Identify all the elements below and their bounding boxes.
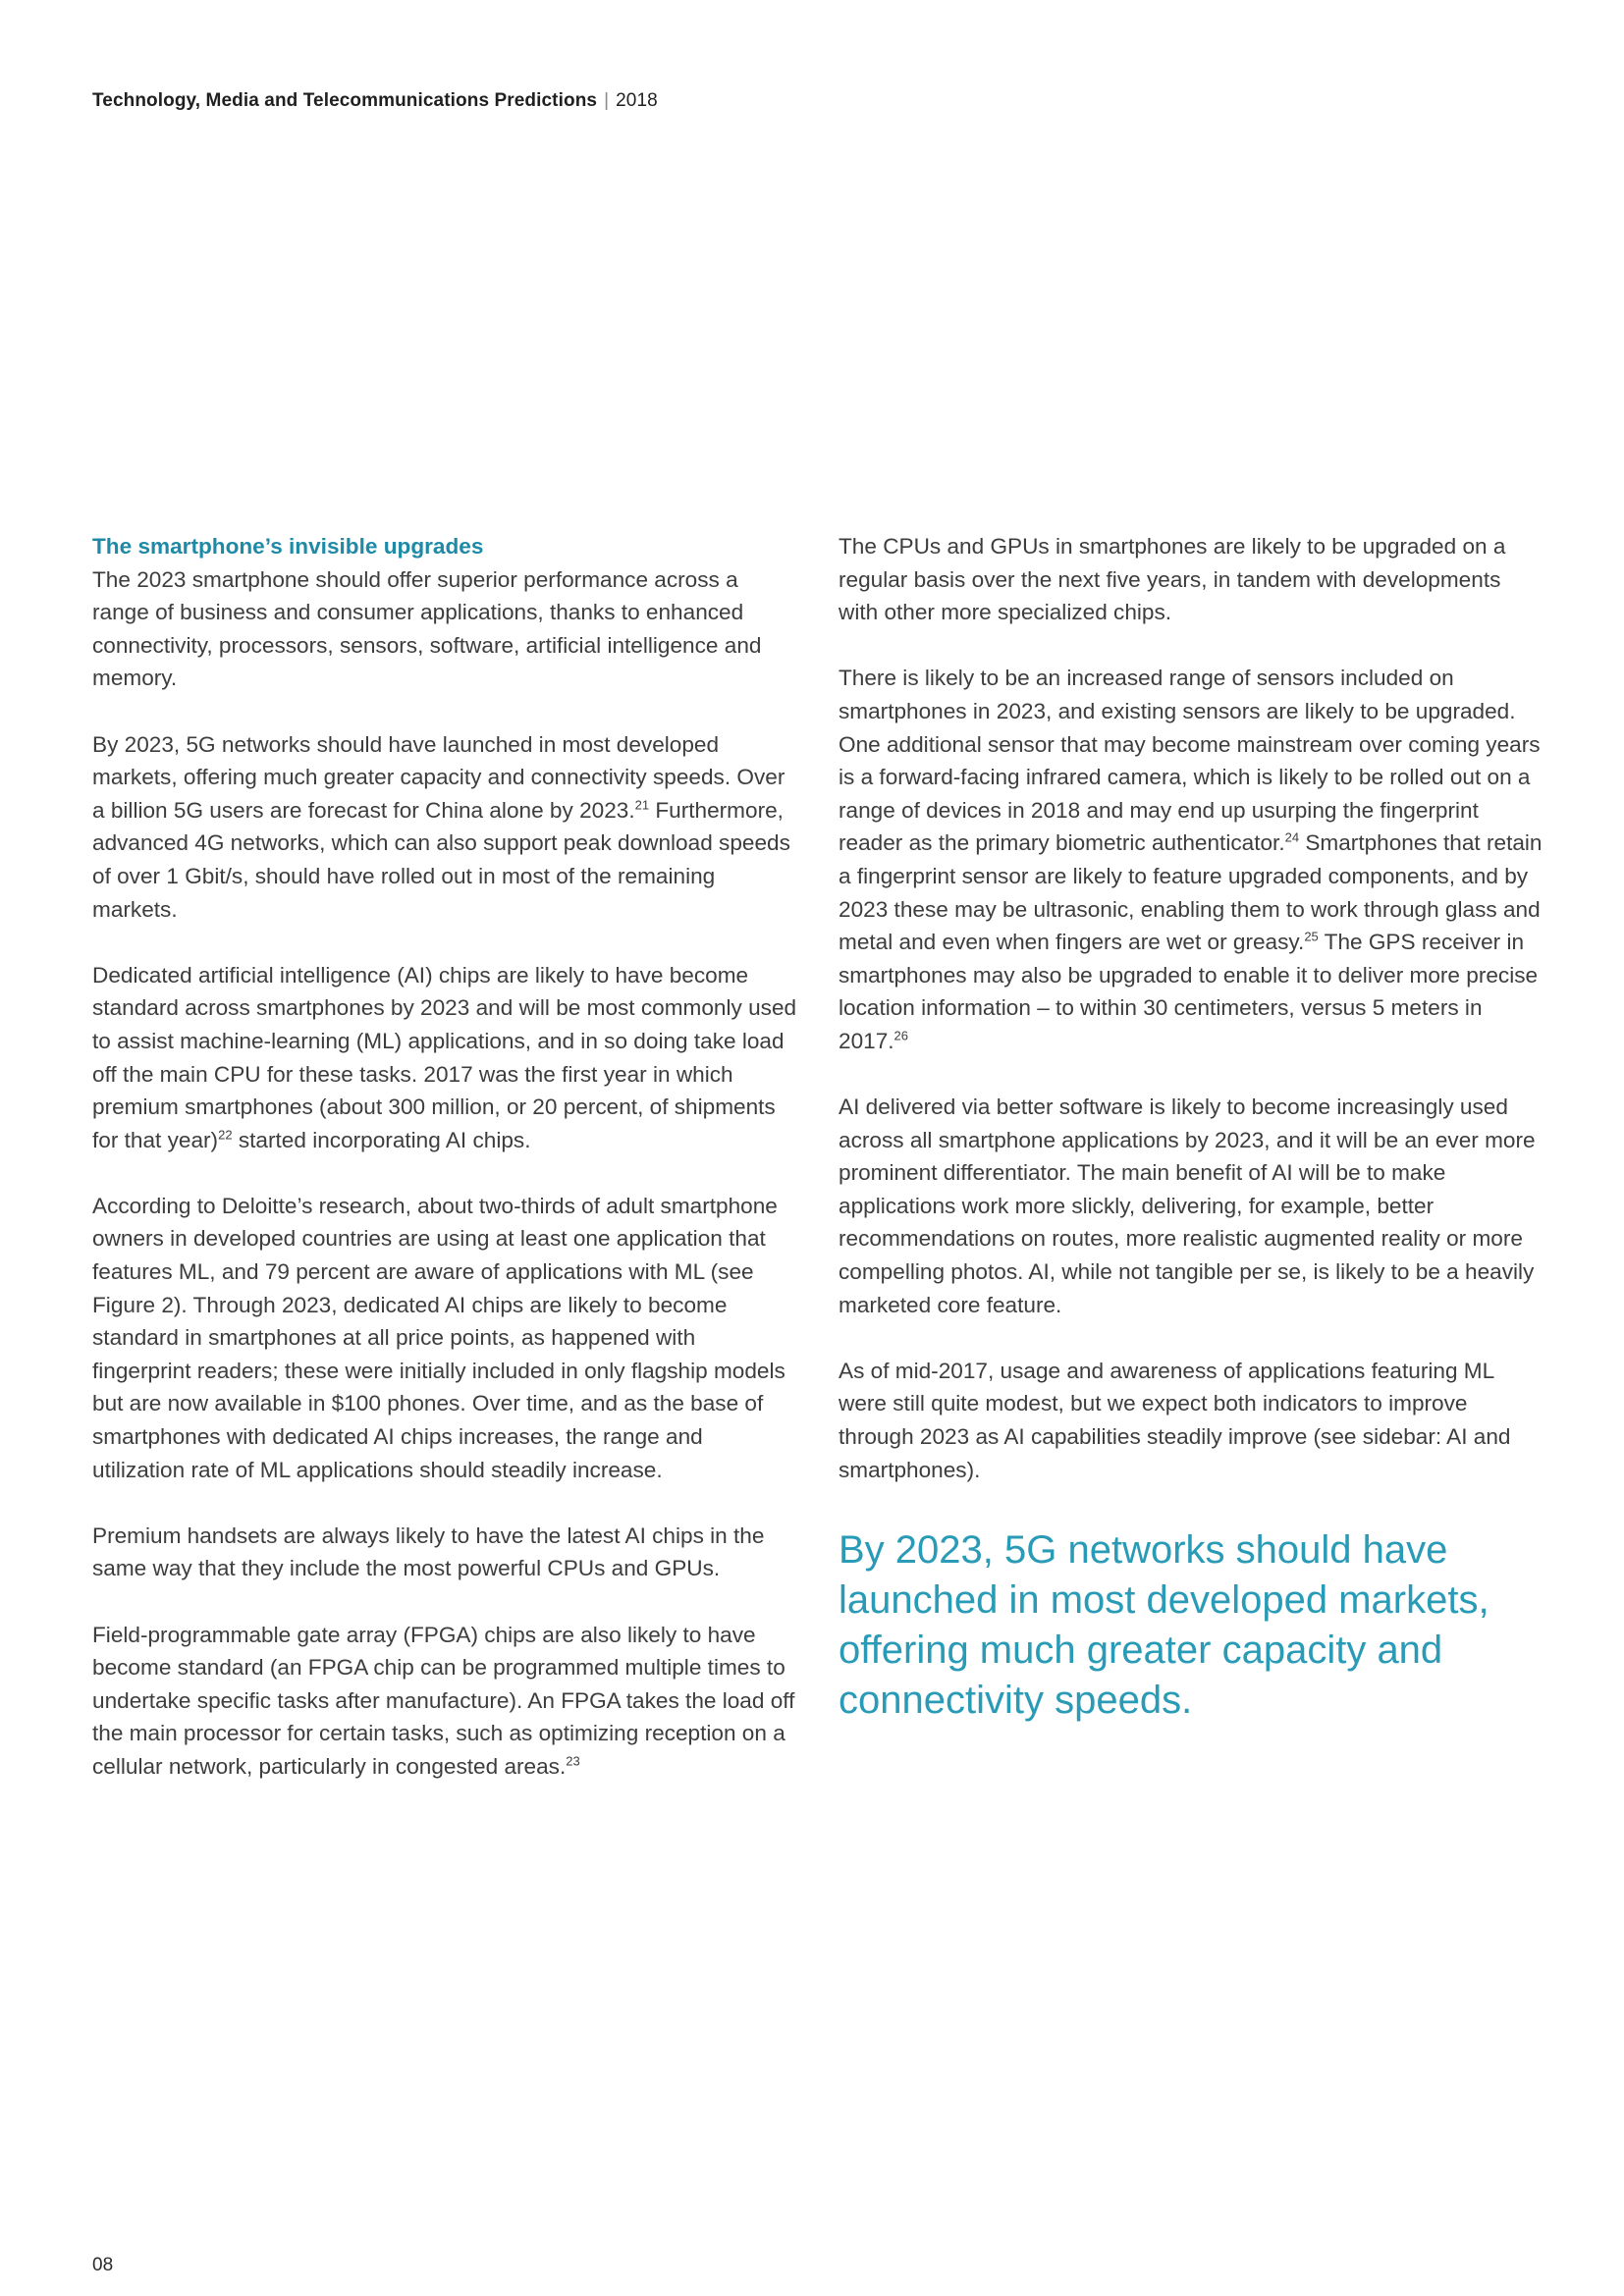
paragraph-deloitte-research: According to Deloitte’s research, about two-thirds of adult smartphone owners in developed countries are using at least one application that features ML, and 79 percent are aware of applications with ML (see Figure 2). Through 2023, dedicated AI chips are likely to become standard in smartphones at all price points, as happened with fingerprint readers; these were initially included in only flagship models but are now available in $100 phones. Over time, and as the base of smartphones with dedicated AI chips increases, the range and utilization rate of ML applications should steadily increase.: [92, 1193, 785, 1482]
paragraph-fpga: Field-programmable gate array (FPGA) chips are also likely to have become standard (an FPGA chip can be programmed multiple times to undertake specific tasks after manufacture). An FPGA takes the load off the main processor for certain tasks, such as optimizing reception on a cellular network, particularly in congested areas.$^{23}$: [92, 1622, 795, 1779]
paragraph-5g: By 2023, 5G networks should have launched in most developed markets, offering much greater capacity and connectivity speeds. Over a billion 5G users are forecast for China alone by 2023.21 Furthermore, advanced 4G networks, which can also support peak download speeds of over 1 Gbit/s, should have rolled out in most of the remaining markets.: [92, 731, 790, 922]
paragraph-ai-chips: Dedicated artificial intelligence (AI) chips are likely to have become standard across smartphones by 2023 and will be most commonly used to assist machine-learning (ML) applications, and in so doing take load off the main CPU for these tasks. 2017 was the first year in which premium smartphones (about 300 million, or 20 percent, of shipments for that year)$^{22}$ started incorporating AI chips.: [92, 962, 797, 1152]
right-column: [839, 530, 1545, 1726]
footnote-ref-26: 26: [893, 1028, 909, 1043]
paragraph-premium-handsets: Premium handsets are always likely to have the latest AI chips in the same way that they include the most powerful CPUs and GPUs.: [92, 1522, 765, 1581]
header-separator: |: [604, 90, 610, 111]
footnote-ref-21: 21: [634, 797, 650, 813]
paragraph-cpus-gpus: The CPUs and GPUs in smartphones are likely to be upgraded on a regular basis over the next five years, in tandem with developments with other more specialized chips.: [839, 534, 1506, 625]
paragraph-sensors: There is likely to be an increased range of sensors included on smartphones in 2023, and existing sensors are likely to be upgraded. One additional sensor that may become mainstream over coming years is a forward-facing infrared camera, which is likely to be rolled out on a range of devices in 2018 and may end up usurping the fingerprint reader as the primary biometric authenticator.$^{24}$ Smartphones that retain a fingerprint sensor are likely to feature upgraded components, and by 2023 these may be ultrasonic, enabling them to work through glass and metal and even when fingers are wet or greasy.$^{25}$ The GPS receiver in smartphones may also be upgraded to enable it to deliver more precise location information – to within 30 centimeters, versus 5 meters in 2017.26: [839, 666, 1543, 1053]
paragraph-ai-software: AI delivered via better software is likely to become increasingly used across all smartphone applications by 2023, and it will be an ever more prominent differentiator. The main benefit of AI will be to make applications work more slickly, delivering, for example, better recommendations on routes, more realistic augmented reality or more compelling photos. AI, while not tangible per se, is likely to be a heavily marketed core feature.: [839, 1095, 1536, 1317]
report-title: Technology, Media and Telecommunications Predictions: [92, 90, 598, 111]
pull-quote: By 2023, 5G networks should have launched in most developed markets, offering much greater capacity and connectivity speeds.: [839, 1528, 1489, 1723]
paragraph-intro: The 2023 smartphone should offer superior performance across a range of business and consumer applications, thanks to enhanced connectivity, processors, sensors, software, artificial intelligence and memory.: [92, 566, 762, 691]
footnote-ref-25: 25: [1304, 929, 1319, 944]
section-heading: The smartphone’s invisible upgrades: [92, 534, 484, 559]
page-number: 08: [92, 2255, 114, 2275]
paragraph-ml-usage: As of mid-2017, usage and awareness of applications featuring ML were still quite modest, but we expect both indicators to improve through 2023 as AI capabilities steadily improve (see sidebar: AI and smartphones).: [839, 1358, 1511, 1482]
footnote-ref-22: 22: [218, 1127, 233, 1143]
footnote-ref-24: 24: [1284, 829, 1300, 845]
running-header: [92, 90, 658, 112]
report-year: 2018: [616, 90, 658, 111]
left-column: [92, 530, 799, 1784]
footnote-ref-23: 23: [566, 1753, 580, 1769]
